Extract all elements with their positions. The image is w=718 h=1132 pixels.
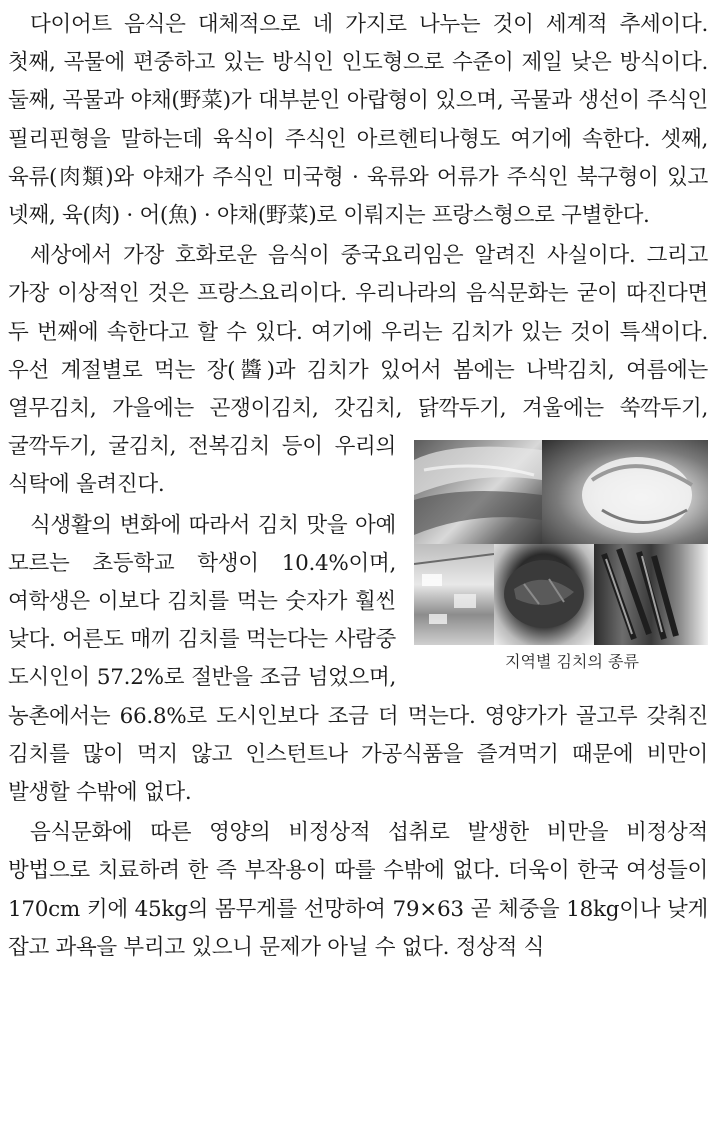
kimchi-photo-white-kimchi (542, 440, 708, 544)
paragraph-diet-types: 다이어트 음식은 대체적으로 네 가지로 나누는 것이 세계적 추세이다. 첫째, 곡물에 편중하고 있는 방식인 인도형으로 수준이 제일 낮은 방식이다. 둘째, 곡물과 야채(野菜)가 대부분인 아랍형이 있으며, 곡물과 생선이 주식인 필리핀형을 말하는데 육식이 주식인 아르헨티나형도 여기에 속한다. 셋째, 육류(肉類)와 야채가 주식인 미국형 · 육류와 어류가 주식인 북구형이 있고 넷째, 육(肉) · 어(魚) · 야채(野菜)로 이뤄지는 프랑스형으로 구별한다. (8, 12, 708, 229)
kimchi-photo-collage (414, 440, 708, 645)
paragraph-obesity: 음식문화에 따른 영양의 비정상적 섭취로 발생한 비만을 비정상적 방법으로 치료하려 한 즉 부작용이 따를 수밖에 없다. 더욱이 한국 여성들이 170cm 키에 45kg의 몸무게를 선망하여 79×63 곧 체중을 18kg이나 낮게 잡고 과욕을 부리고 있으니 문제가 아닐 수 없다. 정상적 식 (8, 820, 708, 960)
paragraph-kimchi-consumption: 식생활의 변화에 따라서 김치 맛을 아예 모르는 초등학교 학생이 10.4%이며, 여학생은 이보다 김치를 먹는 숫자가 훨씬 낮다. 어른도 매끼 김치를 먹는다는 사람중 도시인이 57.2%로 절반을 조금 넘었으며, 농촌에서는 66.8%로 도시인보다 조금 더 먹는다. 영양가가 골고루 갖춰진 김치를 많이 먹지 않고 인스턴트나 가공식품을 즐겨먹기 때문에 비만이 발생할 수밖에 없다. (8, 512, 708, 806)
figure-caption: 지역별 김치의 종류 (505, 652, 639, 672)
kimchi-photo-water-kimchi (414, 544, 494, 645)
kimchi-figure (414, 440, 708, 673)
paragraph-korean-food-culture-tail: 겨울에는 쑥깍두기, 굴깍두기, 굴김치, 전복김치 등이 우리의 식탁에 올려진다. (8, 396, 708, 498)
kimchi-photo-cabbage (414, 440, 542, 544)
kimchi-photo-stems (594, 544, 708, 645)
paragraph-korean-food-culture-text: 세상에서 가장 호화로운 음식이 중국요리임은 알려진 사실이다. 그리고 가장 이상적인 것은 프랑스요리이다. 우리나라의 음식문화는 굳이 따진다면 두 번째에 속한다고 할 수 있다. 여기에 우리는 김치가 있는 것이 특색이다. 우선 계절별로 먹는 장(醬)과 김치가 있어서 봄에는 나박김치, 여름에는 열무김치, 가을에는 곤쟁이김치, 갓김치, 닭깍두기, (8, 243, 708, 422)
kimchi-photo-bowl (494, 544, 594, 645)
